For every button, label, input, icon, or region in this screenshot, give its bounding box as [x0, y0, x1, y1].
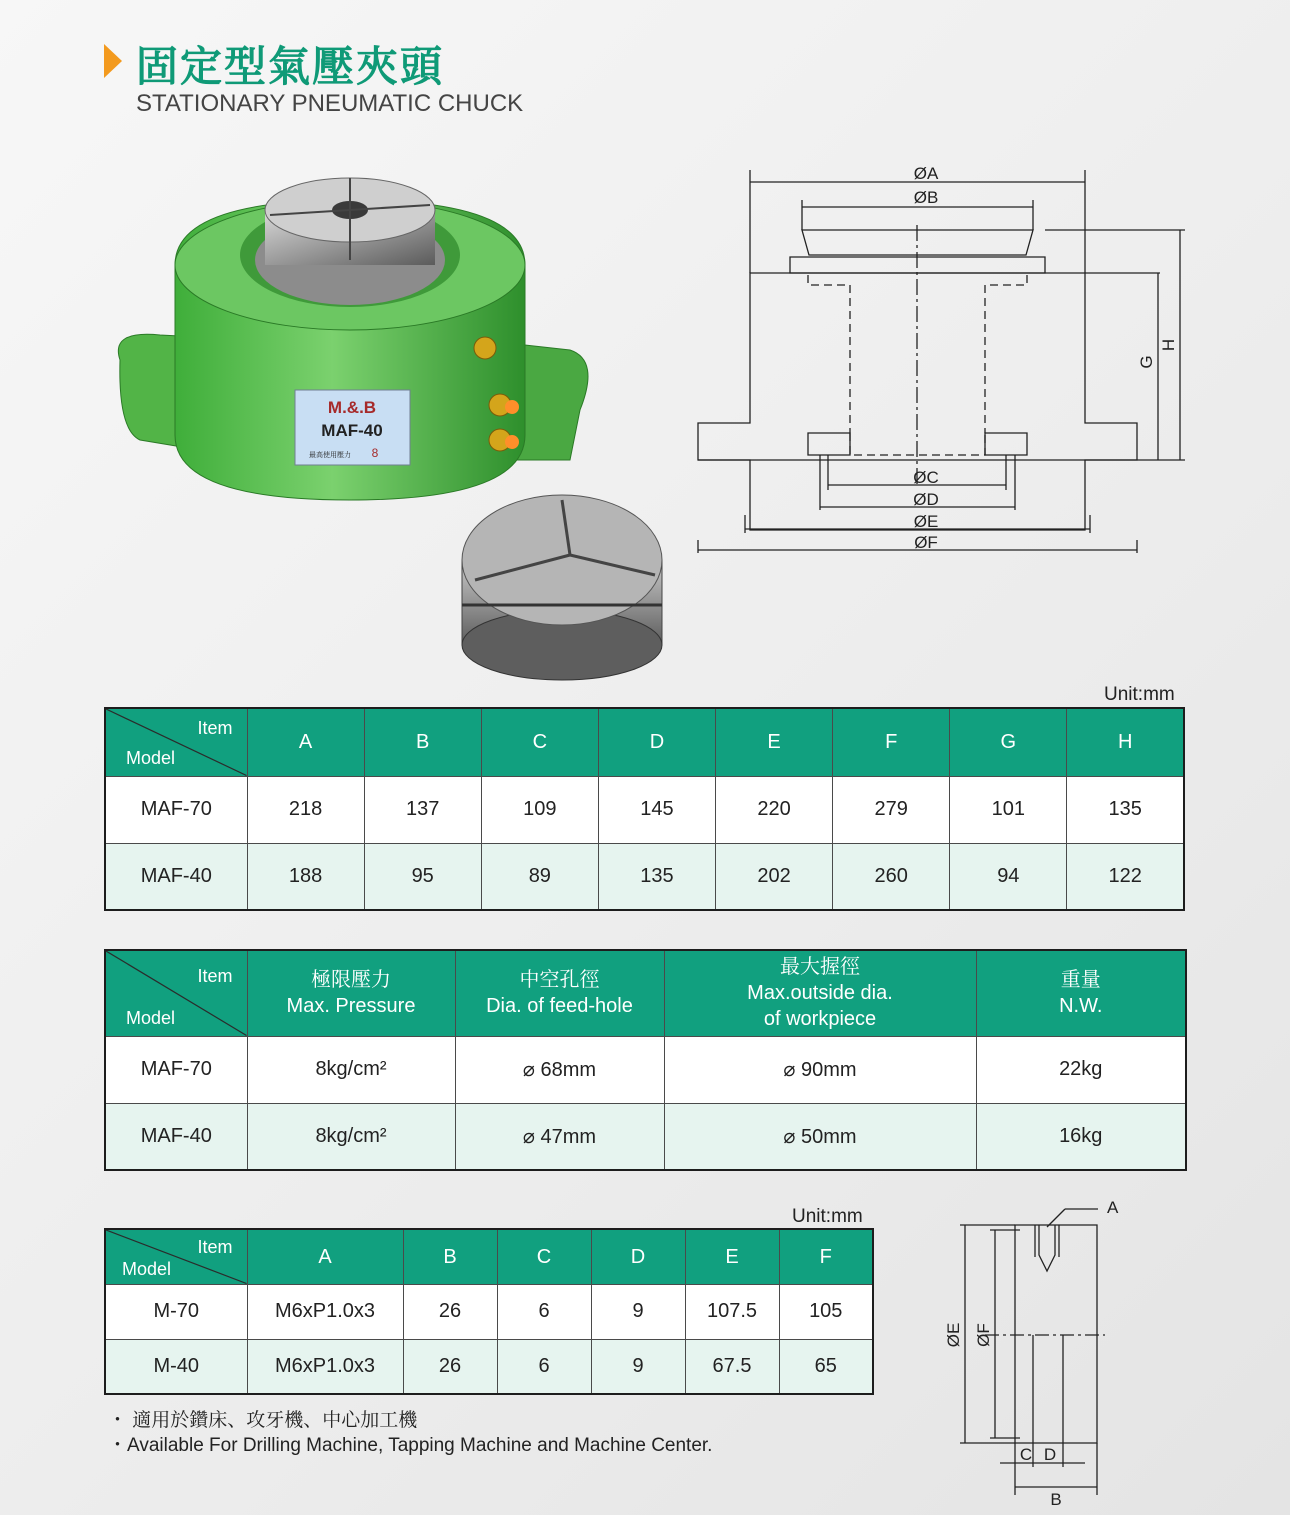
header-en: Dia. of feed-hole: [486, 995, 633, 1018]
value-cell: 220: [716, 776, 833, 843]
table-row: [105, 776, 1184, 843]
column-header-max-outside-dia: [664, 950, 976, 1036]
jaw-label-d: D: [1043, 1445, 1057, 1464]
header-en: Max.outside dia.: [747, 982, 893, 1005]
dim-label-b: ØB: [913, 188, 939, 207]
value-cell: 279: [833, 776, 950, 843]
dim-label-e: ØE: [913, 512, 939, 531]
table3-corner: [105, 1229, 247, 1284]
model-cell: M-40: [105, 1339, 247, 1394]
product-illustration: [100, 160, 700, 700]
jaw-label-a: A: [1107, 1198, 1119, 1217]
column-header: E: [716, 708, 833, 776]
jaw-label-b: B: [1050, 1490, 1062, 1505]
value-cell: 9: [591, 1339, 685, 1394]
value-cell: 95: [364, 843, 481, 910]
jaw-dimension-diagram: [935, 1195, 1135, 1505]
model-cell: M-70: [105, 1284, 247, 1339]
value-cell: 67.5: [685, 1339, 779, 1394]
value-cell: 94: [950, 843, 1067, 910]
model-cell: MAF-70: [105, 1036, 247, 1103]
value-cell: 109: [481, 776, 598, 843]
dim-label-g: G: [1137, 355, 1156, 369]
table-row: [105, 1339, 873, 1394]
dim-label-d: ØD: [913, 490, 939, 509]
dim-label-c: ØC: [913, 468, 939, 487]
value-cell: M6xP1.0x3: [247, 1284, 403, 1339]
model-cell: MAF-40: [105, 843, 247, 910]
jaw-dimension-table: [104, 1228, 874, 1395]
value-cell: 26: [403, 1339, 497, 1394]
specification-table: [104, 949, 1187, 1171]
jaw-label-of: ØF: [974, 1323, 993, 1347]
label-pressure-value: 8: [371, 446, 379, 460]
value-cell: 137: [364, 776, 481, 843]
header-en: N.W.: [1059, 995, 1103, 1018]
table1-unit: Unit:mm: [1104, 684, 1175, 705]
label-model: MAF-40: [321, 421, 383, 440]
header-cn: 重量: [1060, 969, 1101, 992]
value-cell: ⌀ 90mm: [664, 1036, 976, 1103]
header-cn: 最大握徑: [780, 956, 860, 979]
value-cell: 107.5: [685, 1284, 779, 1339]
corner-model-label: Model: [126, 1008, 176, 1029]
column-header: E: [685, 1229, 779, 1284]
value-cell: 101: [950, 776, 1067, 843]
note-cn: ・ 適用於鑽床、攻牙機、中心加工機: [108, 1410, 418, 1431]
value-cell: 135: [598, 843, 715, 910]
column-header: F: [833, 708, 950, 776]
application-notes: [108, 1408, 712, 1458]
jaw-label-oe: ØE: [944, 1322, 963, 1348]
dim-label-h: H: [1159, 338, 1178, 352]
value-cell: 218: [247, 776, 364, 843]
model-cell: MAF-70: [105, 776, 247, 843]
corner-item-label: Item: [197, 966, 233, 986]
value-cell: 22kg: [976, 1036, 1186, 1103]
header-cn: 中空孔徑: [519, 969, 600, 992]
column-header: C: [497, 1229, 591, 1284]
table-row: [105, 1036, 1186, 1103]
value-cell: 16kg: [976, 1103, 1186, 1170]
note-en: ・Available For Drilling Machine, Tapping Machine and Machine Center.: [108, 1435, 713, 1456]
column-header: D: [591, 1229, 685, 1284]
value-cell: 145: [598, 776, 715, 843]
corner-item-label: Item: [197, 718, 233, 738]
corner-item-label: Item: [197, 1237, 233, 1257]
header-cn: 極限壓力: [311, 969, 391, 992]
value-cell: 8kg/cm²: [247, 1103, 455, 1170]
value-cell: 89: [481, 843, 598, 910]
value-cell: 8kg/cm²: [247, 1036, 455, 1103]
dim-label-f: ØF: [914, 533, 938, 552]
column-header: H: [1067, 708, 1184, 776]
column-header: B: [364, 708, 481, 776]
column-header: D: [598, 708, 715, 776]
column-header: A: [247, 708, 364, 776]
model-cell: MAF-40: [105, 1103, 247, 1170]
table-row: [105, 1103, 1186, 1170]
table-row: [105, 843, 1184, 910]
dimension-table: [104, 707, 1185, 911]
value-cell: 135: [1067, 776, 1184, 843]
value-cell: 105: [779, 1284, 873, 1339]
column-header-feed-hole: [455, 950, 664, 1036]
corner-model-label: Model: [122, 1259, 172, 1280]
value-cell: ⌀ 50mm: [664, 1103, 976, 1170]
main-dimension-diagram: [690, 155, 1200, 565]
table-row: [105, 1284, 873, 1339]
value-cell: 26: [403, 1284, 497, 1339]
column-header: F: [779, 1229, 873, 1284]
column-header: B: [403, 1229, 497, 1284]
dim-label-a: ØA: [913, 164, 939, 183]
title-arrow-icon: [104, 44, 122, 78]
value-cell: 6: [497, 1284, 591, 1339]
header-en-2: of workpiece: [763, 1008, 877, 1031]
value-cell: ⌀ 68mm: [455, 1036, 664, 1103]
column-header: C: [481, 708, 598, 776]
page-subtitle: STATIONARY PNEUMATIC CHUCK: [136, 90, 524, 117]
value-cell: 202: [716, 843, 833, 910]
page-title: 固定型氣壓夾頭: [136, 42, 445, 91]
value-cell: M6xP1.0x3: [247, 1339, 403, 1394]
table3-unit: Unit:mm: [792, 1206, 863, 1227]
column-header-max-pressure: [247, 950, 455, 1036]
label-brand: M.&.B: [327, 398, 377, 417]
value-cell: ⌀ 47mm: [455, 1103, 664, 1170]
column-header: G: [950, 708, 1067, 776]
table2-corner: [105, 950, 247, 1036]
value-cell: 9: [591, 1284, 685, 1339]
column-header-weight: [976, 950, 1186, 1036]
table1-corner: [105, 708, 247, 776]
corner-model-label: Model: [126, 748, 176, 769]
label-pressure: 最高使用壓力: [309, 451, 351, 459]
column-header: A: [247, 1229, 403, 1284]
value-cell: 260: [833, 843, 950, 910]
value-cell: 188: [247, 843, 364, 910]
header-en: Max. Pressure: [286, 995, 416, 1018]
value-cell: 65: [779, 1339, 873, 1394]
value-cell: 6: [497, 1339, 591, 1394]
jaw-label-c: C: [1019, 1445, 1033, 1464]
value-cell: 122: [1067, 843, 1184, 910]
